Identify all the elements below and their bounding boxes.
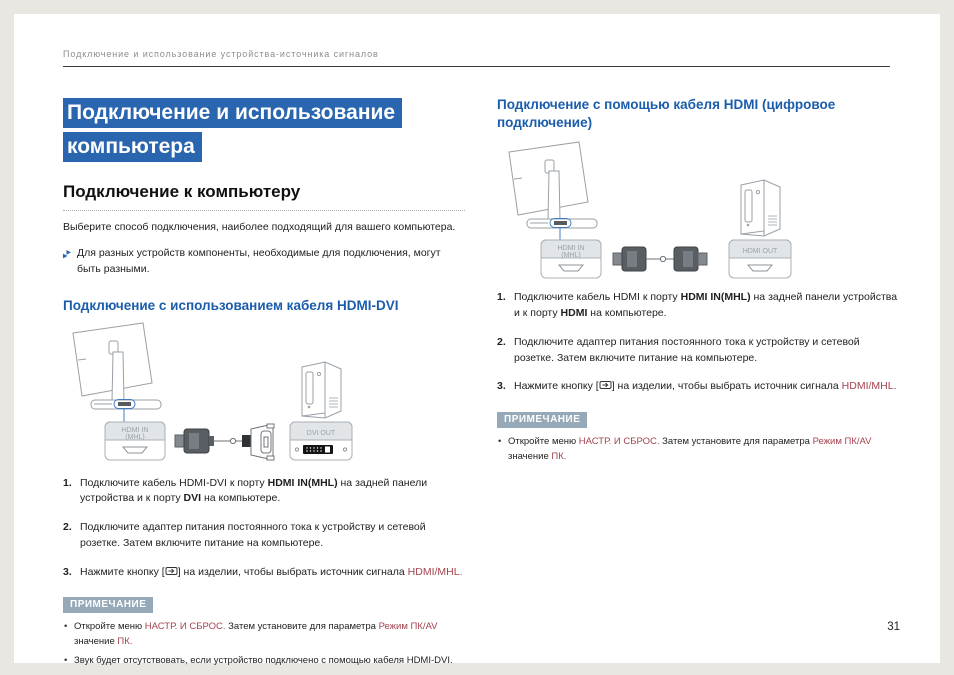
tip-row (63, 246, 465, 278)
step-2 (63, 520, 465, 552)
step-number: 1. (497, 291, 506, 304)
hdmi-cable (613, 247, 707, 271)
svg-text:DVI OUT: DVI OUT (306, 429, 336, 437)
svg-text:HDMI IN: HDMI IN (121, 426, 149, 434)
step-1 (497, 290, 901, 322)
hdmi-out-box (729, 240, 791, 278)
section-heading: Подключение к компьютеру (63, 182, 465, 211)
tip-text: Для разных устройств компоненты, необходимые для подключения, могут быть разными. (77, 246, 441, 275)
step-number: 1. (63, 476, 72, 489)
subsection-heading-hdmi-dvi: Подключение с использованием кабеля HDMI-DVI (63, 298, 399, 314)
svg-text:(MHL): (MHL) (125, 433, 145, 441)
source-button-icon (599, 380, 612, 396)
page-number: 31 (887, 621, 900, 633)
computer-tower-illustration (741, 180, 780, 236)
header-rule (63, 66, 890, 67)
step-text: Подключите кабель HDMI к порту HDMI IN(MHL) на задней панели устройства и к порту HDMI на компьютере. (514, 291, 898, 320)
computer-tower-illustration (302, 362, 341, 418)
hdmi-in-box (105, 422, 165, 460)
step-text: Подключите адаптер питания постоянного тока к устройству и сетевой розетке. Затем включите питание на компьютере. (80, 521, 426, 549)
step-text: Нажмите кнопку [ ] на изделии, чтобы выбрать источник сигнала HDMI/MHL. (80, 565, 463, 582)
intro-text: Выберите способ подключения, наиболее подходящий для вашего компьютера. (63, 221, 456, 234)
page-title-line1: Подключение и использование (63, 96, 465, 130)
step-3 (497, 379, 901, 396)
source-button-icon (165, 566, 178, 582)
note-badge: ПРИМЕЧАНИЕ (63, 597, 153, 613)
svg-text:HDMI OUT: HDMI OUT (742, 248, 778, 256)
note-badge: ПРИМЕЧАНИЕ (497, 412, 587, 428)
note-item: • Откройте меню НАСТР. И СБРОС. Затем установите для параметра Режим ПК/AV значение ПК. (497, 435, 901, 464)
step-number: 2. (63, 521, 72, 533)
running-header: Подключение и использование устройства-источника сигналов (63, 49, 379, 59)
page-title (63, 96, 465, 164)
step-text: Подключите адаптер питания постоянного тока к устройству и сетевой розетке. Затем включите питание на компьютере. (514, 335, 860, 364)
right-column (497, 96, 901, 469)
manual-page (14, 14, 940, 666)
hdmi-dvi-connection-diagram (63, 320, 465, 468)
page-title-line2: компьютера (63, 130, 465, 164)
step-number: 3. (497, 380, 506, 393)
note-item: • Откройте меню НАСТР. И СБРОС. Затем установите для параметра Режим ПК/AV значение ПК. (63, 620, 465, 649)
step-number: 3. (63, 565, 72, 578)
steps-list (497, 290, 901, 396)
svg-text:(MHL): (MHL) (561, 252, 581, 260)
subsection-heading-hdmi: Подключение с помощью кабеля HDMI (цифровое подключение) (497, 97, 836, 131)
hdmi-dvi-cable (175, 424, 274, 460)
svg-text:HDMI IN: HDMI IN (557, 245, 585, 253)
step-2 (497, 335, 901, 367)
step-text: Подключите кабель HDMI-DVI к порту HDMI IN(MHL) на задней панели устройства и к порту DVI на компьютере. (80, 476, 428, 505)
step-text: Нажмите кнопку [ ] на изделии, чтобы выбрать источник сигнала HDMI/MHL. (514, 379, 897, 396)
step-1 (63, 476, 465, 508)
step-number: 2. (497, 335, 506, 348)
monitor-illustration (509, 142, 597, 228)
hdmi-in-box (541, 240, 601, 278)
left-column (63, 96, 465, 672)
note-item: • Звук будет отсутствовать, если устройство подключено с помощью кабеля HDMI-DVI. (63, 654, 465, 669)
hdmi-connection-diagram (497, 140, 901, 282)
tip-bullet-icon (63, 246, 71, 278)
steps-list (63, 476, 465, 582)
dvi-out-box (290, 422, 352, 460)
step-3 (63, 565, 465, 582)
monitor-illustration (73, 323, 161, 409)
